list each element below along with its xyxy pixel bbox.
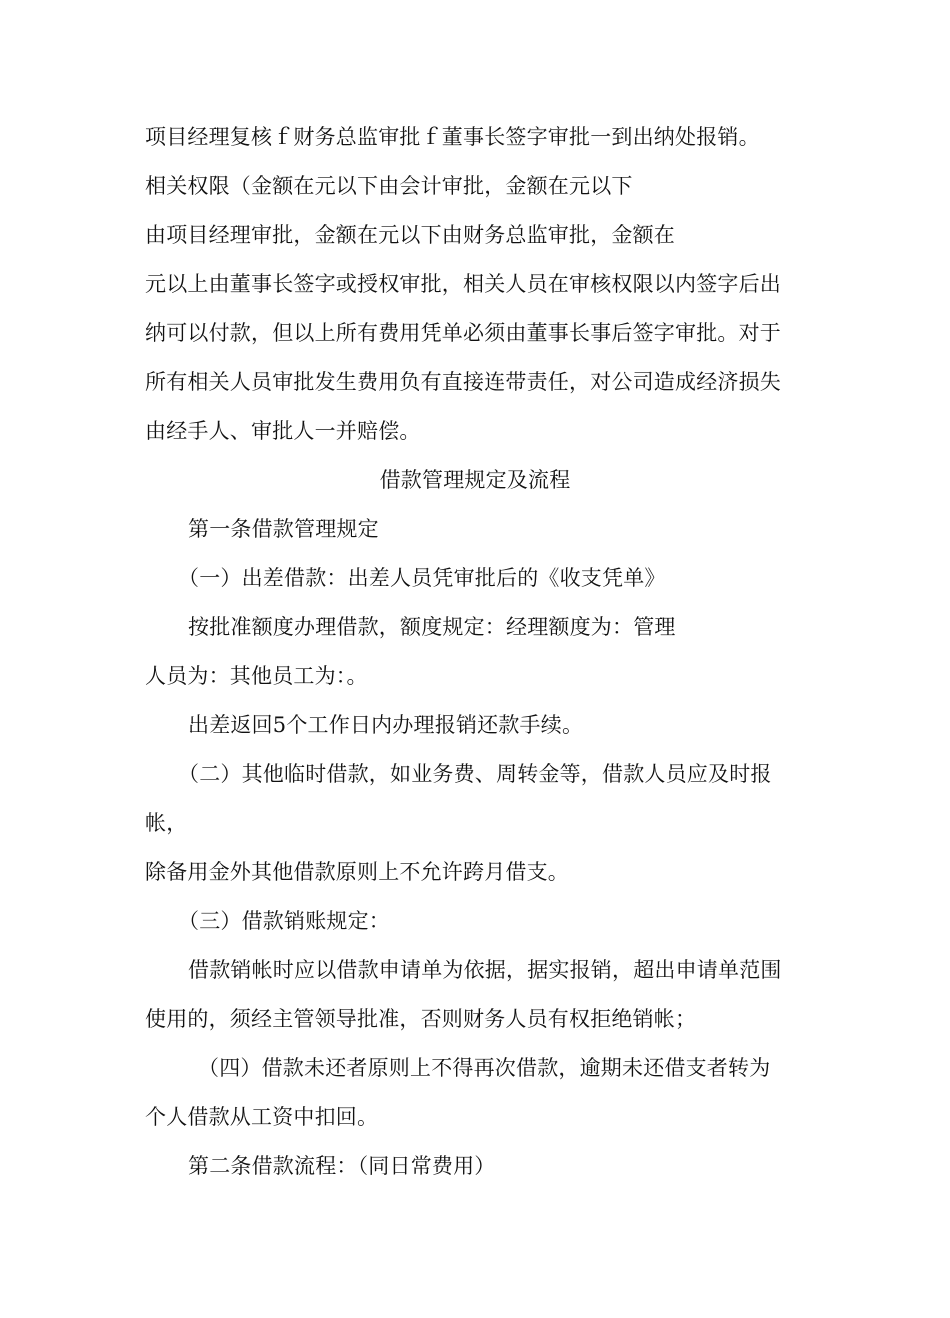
clause-2-line-2: 帐， [145, 811, 188, 835]
clause-4-line-2: 个人借款从工资中扣回。 [145, 1105, 379, 1129]
clause-1-line-3: 人员为：其他员工为：。 [145, 664, 368, 688]
text-line-authority-1: 相关权限（金额在元以下由会计审批，金额在元以下 [145, 174, 633, 198]
clause-4-line-1: （四）借款未还者原则上不得再次借款，逾期未还借支者转为 [198, 1056, 771, 1080]
clause-3-line-2: 使用的，须经主管领导批准，否则财务人员有权拒绝销帐； [145, 1007, 697, 1031]
text-line-authority-6: 由经手人、审批人一并赔偿。 [145, 419, 421, 443]
text-line-authority-5: 所有相关人员审批发生费用负有直接连带责任，对公司造成经济损失 [145, 370, 781, 394]
clause-3-line-1: 借款销帐时应以借款申请单为依据，据实报销，超出申请单范围 [188, 958, 782, 982]
section-heading: 借款管理规定及流程 [379, 468, 571, 492]
article-1-heading: 第一条借款管理规定 [188, 517, 379, 541]
clause-3-heading: （三）借款销账规定： [178, 909, 390, 933]
clause-1-line-4: 出差返回5个工作日内办理报销还款手续。 [188, 713, 584, 737]
clause-1-line-1: （一）出差借款：出差人员凭审批后的《收支凭单》 [178, 566, 666, 590]
clause-1-line-2: 按批准额度办理借款，额度规定：经理额度为：管理 [188, 615, 676, 639]
text-line-authority-3: 元以上由董事长签字或授权审批，相关人员在审核权限以内签字后出 [145, 272, 781, 296]
text-line-authority-4: 纳可以付款，但以上所有费用凭单必须由董事长事后签字审批。对于 [145, 321, 781, 345]
clause-2-line-3: 除备用金外其他借款原则上不允许跨月借支。 [145, 860, 569, 884]
clause-2-line-1: （二）其他临时借款，如业务费、周转金等，借款人员应及时报 [178, 762, 772, 786]
text-line-authority-2: 由项目经理审批，金额在元以下由财务总监审批，金额在 [145, 223, 675, 247]
text-line-approval-chain: 项目经理复核ｆ财务总监审批ｆ董事长签字审批一到出纳处报销。 [145, 125, 760, 149]
article-2-heading: 第二条借款流程：（同日常费用） [188, 1154, 496, 1178]
